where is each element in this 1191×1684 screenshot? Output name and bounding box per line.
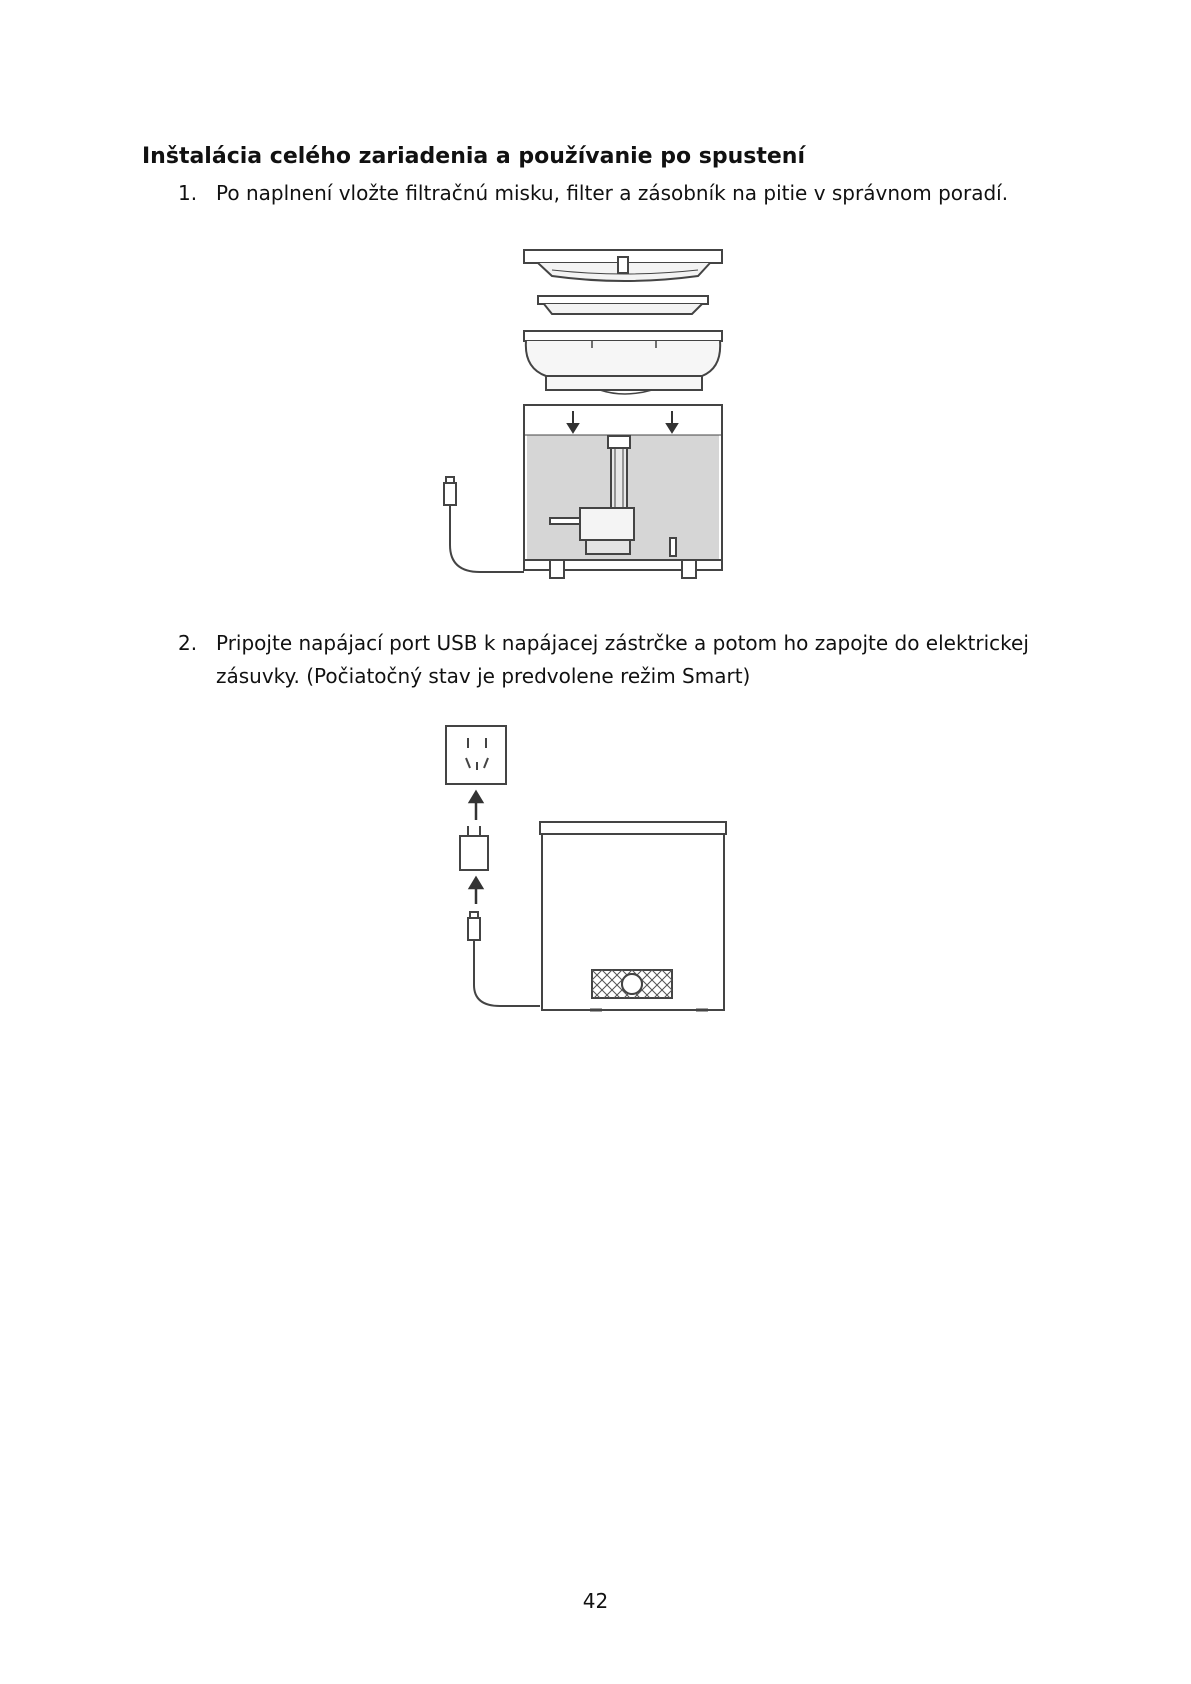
filter-illustration	[538, 296, 708, 314]
filter-bowl-illustration	[524, 331, 722, 394]
wall-socket-icon	[446, 726, 506, 784]
step-2-number: 2.	[178, 631, 198, 655]
power-adapter-icon	[460, 826, 488, 870]
step-1-text: Po naplnení vložte filtračnú misku, filter a zásobník na pitie v správnom poradí.	[216, 181, 1009, 205]
usb-cable-illustration	[444, 477, 524, 572]
step-2-text-line2: zásuvky. (Počiatočný stav je predvolene režim Smart)	[216, 664, 751, 688]
step-2-text-line1: Pripojte napájací port USB k napájacej zástrčke a potom ho zapojte do elektrickej	[216, 631, 1029, 655]
section-heading: Inštalácia celého zariadenia a používanie po spustení	[142, 144, 806, 169]
water-tank-illustration	[524, 405, 722, 578]
usb-cable-illustration	[468, 912, 540, 1006]
assembly-illustration	[440, 240, 740, 600]
page-number: 42	[582, 1589, 609, 1613]
drinking-tray-illustration	[524, 250, 722, 281]
power-connection-illustration	[440, 720, 760, 1020]
step-1-number: 1.	[178, 181, 198, 205]
